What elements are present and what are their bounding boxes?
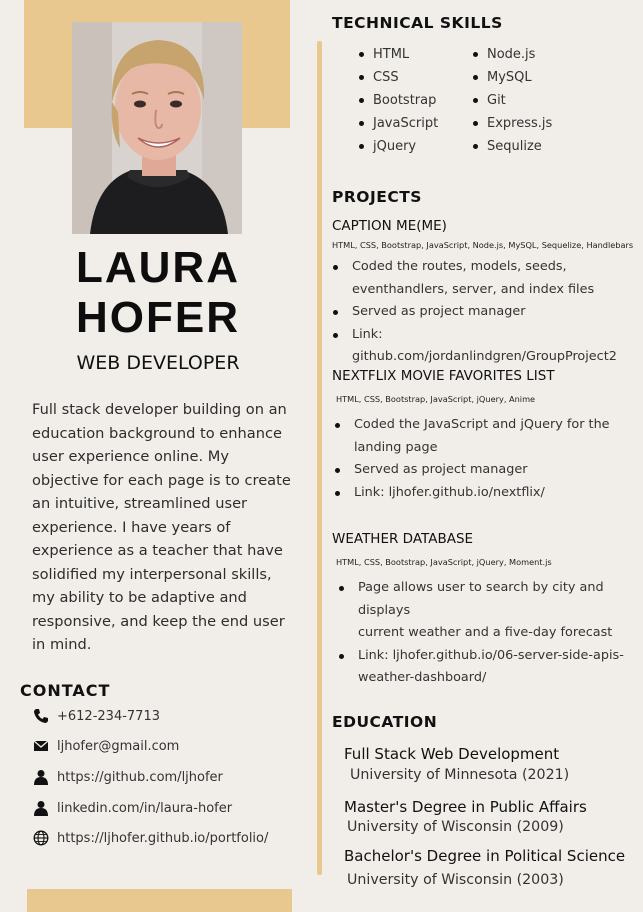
summary-text: Full stack developer building on an education background to enhance user experience online. My objective for each page is to create an intuitive, streamlined user experience. I have years of experience as a teacher that have solidified my interpersonal skills, my ability to be adaptive and responsive, and keep the end user in mind. — [32, 401, 291, 653]
list-item: Coded the JavaScript and jQuery for the — [334, 414, 634, 437]
school-name: University of Minnesota (2021) — [350, 767, 570, 783]
skill-item: Git — [473, 89, 552, 112]
job-title: WEB DEVELOPER — [76, 352, 240, 374]
contact-email — [33, 736, 179, 756]
list-item-continuation: landing page — [354, 439, 438, 455]
list-item: Served as project manager — [334, 459, 634, 482]
globe-icon — [33, 830, 49, 846]
contact-linkedin-link[interactable]: linkedin.com/in/laura-hofer — [57, 800, 233, 816]
contact-linkedin — [33, 798, 232, 818]
project-bullets — [338, 577, 638, 690]
skill-item: Node.js — [473, 43, 552, 66]
list-item[interactable]: Link: ljhofer.github.io/06-server-side-apis- — [338, 645, 638, 668]
skills-heading: TECHNICAL SKILLS — [332, 14, 503, 32]
skill-item: jQuery — [359, 135, 438, 158]
list-item-continuation[interactable]: weather-dashboard/ — [358, 670, 487, 685]
skill-item: CSS — [359, 66, 438, 89]
phone-icon — [33, 708, 49, 724]
person-icon — [33, 800, 49, 816]
school-name: University of Wisconsin (2009) — [347, 819, 564, 835]
contact-github-link[interactable]: https://github.com/ljhofer — [57, 769, 223, 785]
skill-item: HTML — [359, 43, 438, 66]
last-name: HOFER — [76, 293, 240, 342]
contact-phone — [33, 706, 160, 726]
project-tech: HTML, CSS, Bootstrap, JavaScript, jQuery, Anime — [336, 394, 536, 404]
project-title: NEXTFLIX MOVIE FAVORITES LIST — [332, 368, 555, 384]
list-item[interactable]: Link: ljhofer.github.io/nextflix/ — [334, 482, 634, 505]
degree-title: Bachelor's Degree in Political Science — [344, 847, 626, 865]
first-name: LAURA — [76, 243, 240, 292]
skills-list-right — [473, 43, 552, 158]
column-divider — [317, 41, 322, 875]
degree-title: Full Stack Web Development — [344, 745, 560, 763]
education-heading: EDUCATION — [332, 713, 438, 731]
project-title: WEATHER DATABASE — [332, 531, 474, 547]
profile-photo — [72, 22, 242, 234]
person-icon — [33, 769, 49, 785]
school-name: University of Wisconsin (2003) — [347, 872, 564, 888]
list-item-continuation: current weather and a five-day forecast — [358, 625, 613, 640]
mail-icon — [33, 738, 49, 754]
project-bullets — [334, 414, 634, 504]
contact-portfolio — [33, 828, 268, 848]
contact-portfolio-link[interactable]: https://ljhofer.github.io/portfolio/ — [57, 830, 269, 846]
list-item: Page allows user to search by city and displays — [338, 577, 638, 622]
accent-block-bottom — [27, 889, 292, 912]
skill-item: Sequlize — [473, 135, 552, 158]
skills-list-left — [359, 43, 438, 158]
degree-title: Master's Degree in Public Affairs — [344, 798, 587, 816]
projects-heading: PROJECTS — [332, 188, 422, 206]
skill-item: MySQL — [473, 66, 552, 89]
skill-item: Express.js — [473, 112, 552, 135]
project-title: CAPTION ME(ME) — [332, 218, 447, 234]
project-tech: HTML, CSS, Bootstrap, JavaScript, Node.js, MySQL, Sequelize, Handlebars — [332, 240, 634, 250]
contact-heading: CONTACT — [20, 681, 111, 700]
list-item: Coded the routes, models, seeds, — [332, 256, 638, 279]
contact-phone-text[interactable]: +612-234-7713 — [57, 708, 160, 724]
list-item[interactable]: Link: github.com/jordanlindgren/GroupProject2 — [332, 324, 638, 369]
portrait-image — [72, 22, 242, 234]
skill-item: Bootstrap — [359, 89, 438, 112]
contact-email-text[interactable]: ljhofer@gmail.com — [57, 738, 180, 754]
project-tech: HTML, CSS, Bootstrap, JavaScript, jQuery, Moment.js — [336, 557, 552, 567]
list-item-continuation: eventhandlers, server, and index files — [352, 281, 595, 297]
contact-github — [33, 767, 223, 787]
project-bullets — [332, 256, 638, 369]
skill-item: JavaScript — [359, 112, 438, 135]
list-item: Served as project manager — [332, 301, 638, 324]
